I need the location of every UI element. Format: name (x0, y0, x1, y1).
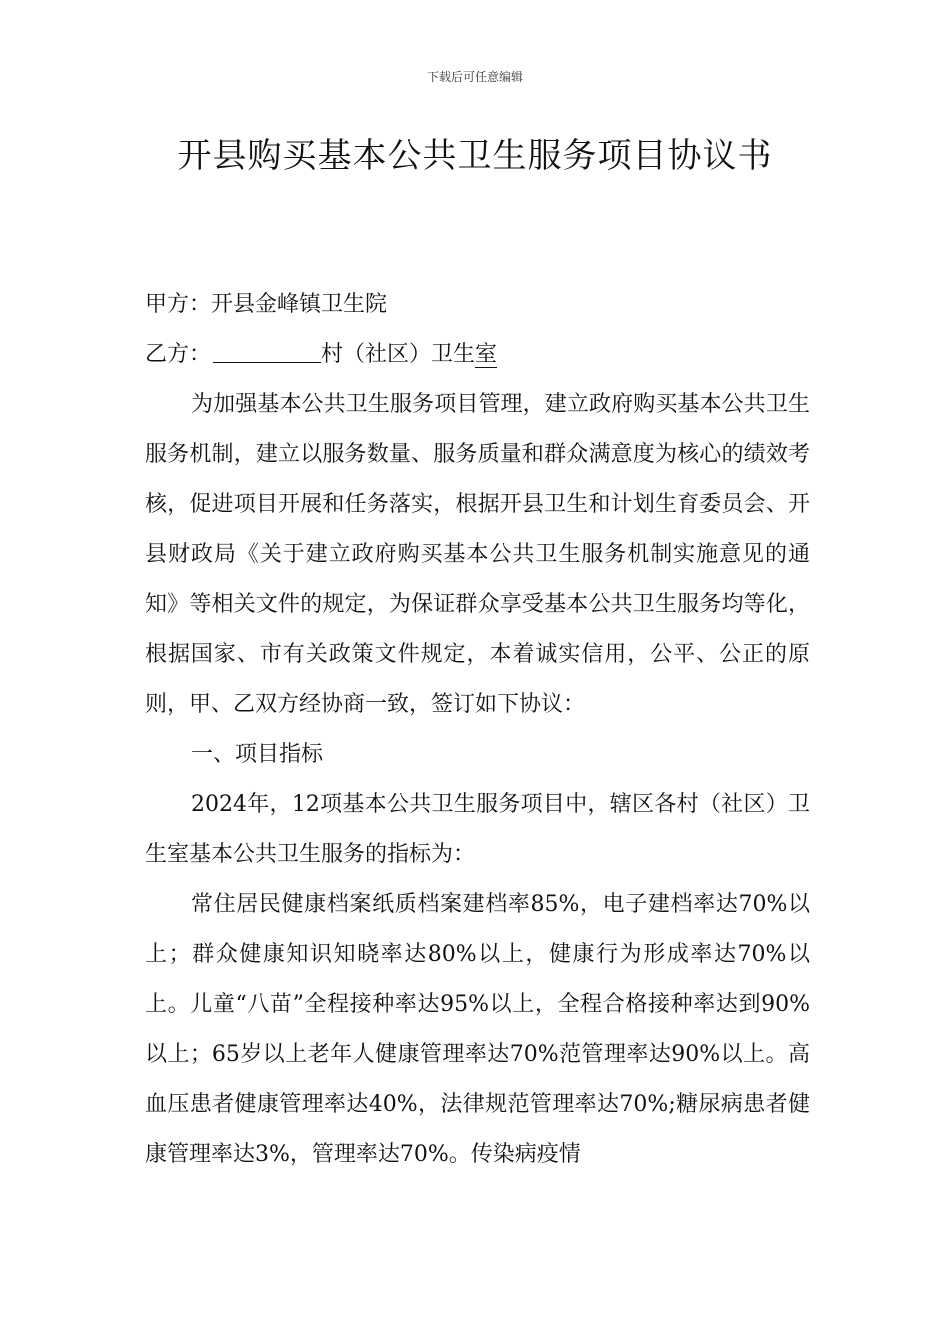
section1-heading: 一、项目指标 (191, 742, 324, 767)
document-body (145, 280, 810, 1180)
party-b-middle: 村（社区）卫生 (321, 342, 476, 367)
header-note: 下载后可任意编辑 (426, 70, 523, 84)
section1-intro-paragraph: 2024年，12项基本公共卫生服务项目中，辖区各村（社区）卫生室基本公共卫生服务的指标为： (145, 792, 810, 867)
party-a-line: 甲方：开县金峰镇卫生院 (145, 292, 388, 317)
intro-paragraph: 为加强基本公共卫生服务项目管理，建立政府购买基本公共卫生服务机制，建立以服务数量、服务质量和群众满意度为核心的绩效考核，促进项目开展和任务落实，根据开县卫生和计划生育委员会、开县财政局《关于建立政府购买基本公共卫生服务机制实施意见的通知》等相关文件的规定，为保证群众享受基本公共卫生服务均等化，根据国家、市有关政策文件规定，本着诚实信用，公平、公正的原则，甲、乙双方经协商一致，签订如下协议： (145, 392, 810, 717)
party-b-blank-field (213, 340, 321, 363)
party-b-tail: 室 (475, 342, 498, 367)
section1-targets-paragraph: 常住居民健康档案纸质档案建档率85%，电子建档率达70%以上；群众健康知识知晓率达80%以上，健康行为形成率达70%以上。儿童“八苗”全程接种率达95%以上，全程合格接种率达到90%以上；65岁以上老年人健康管理率达70%范管理率达90%以上。高血压患者健康管理率达40%，法律规范管理率达70%;糖尿病患者健康管理率达3%，管理率达70%。传染病疫情 (145, 892, 810, 1167)
party-b-line (145, 330, 810, 380)
party-b-prefix: 乙方： (145, 342, 212, 367)
page-title: 开县购买基本公共卫生服务项目协议书 (177, 136, 773, 176)
